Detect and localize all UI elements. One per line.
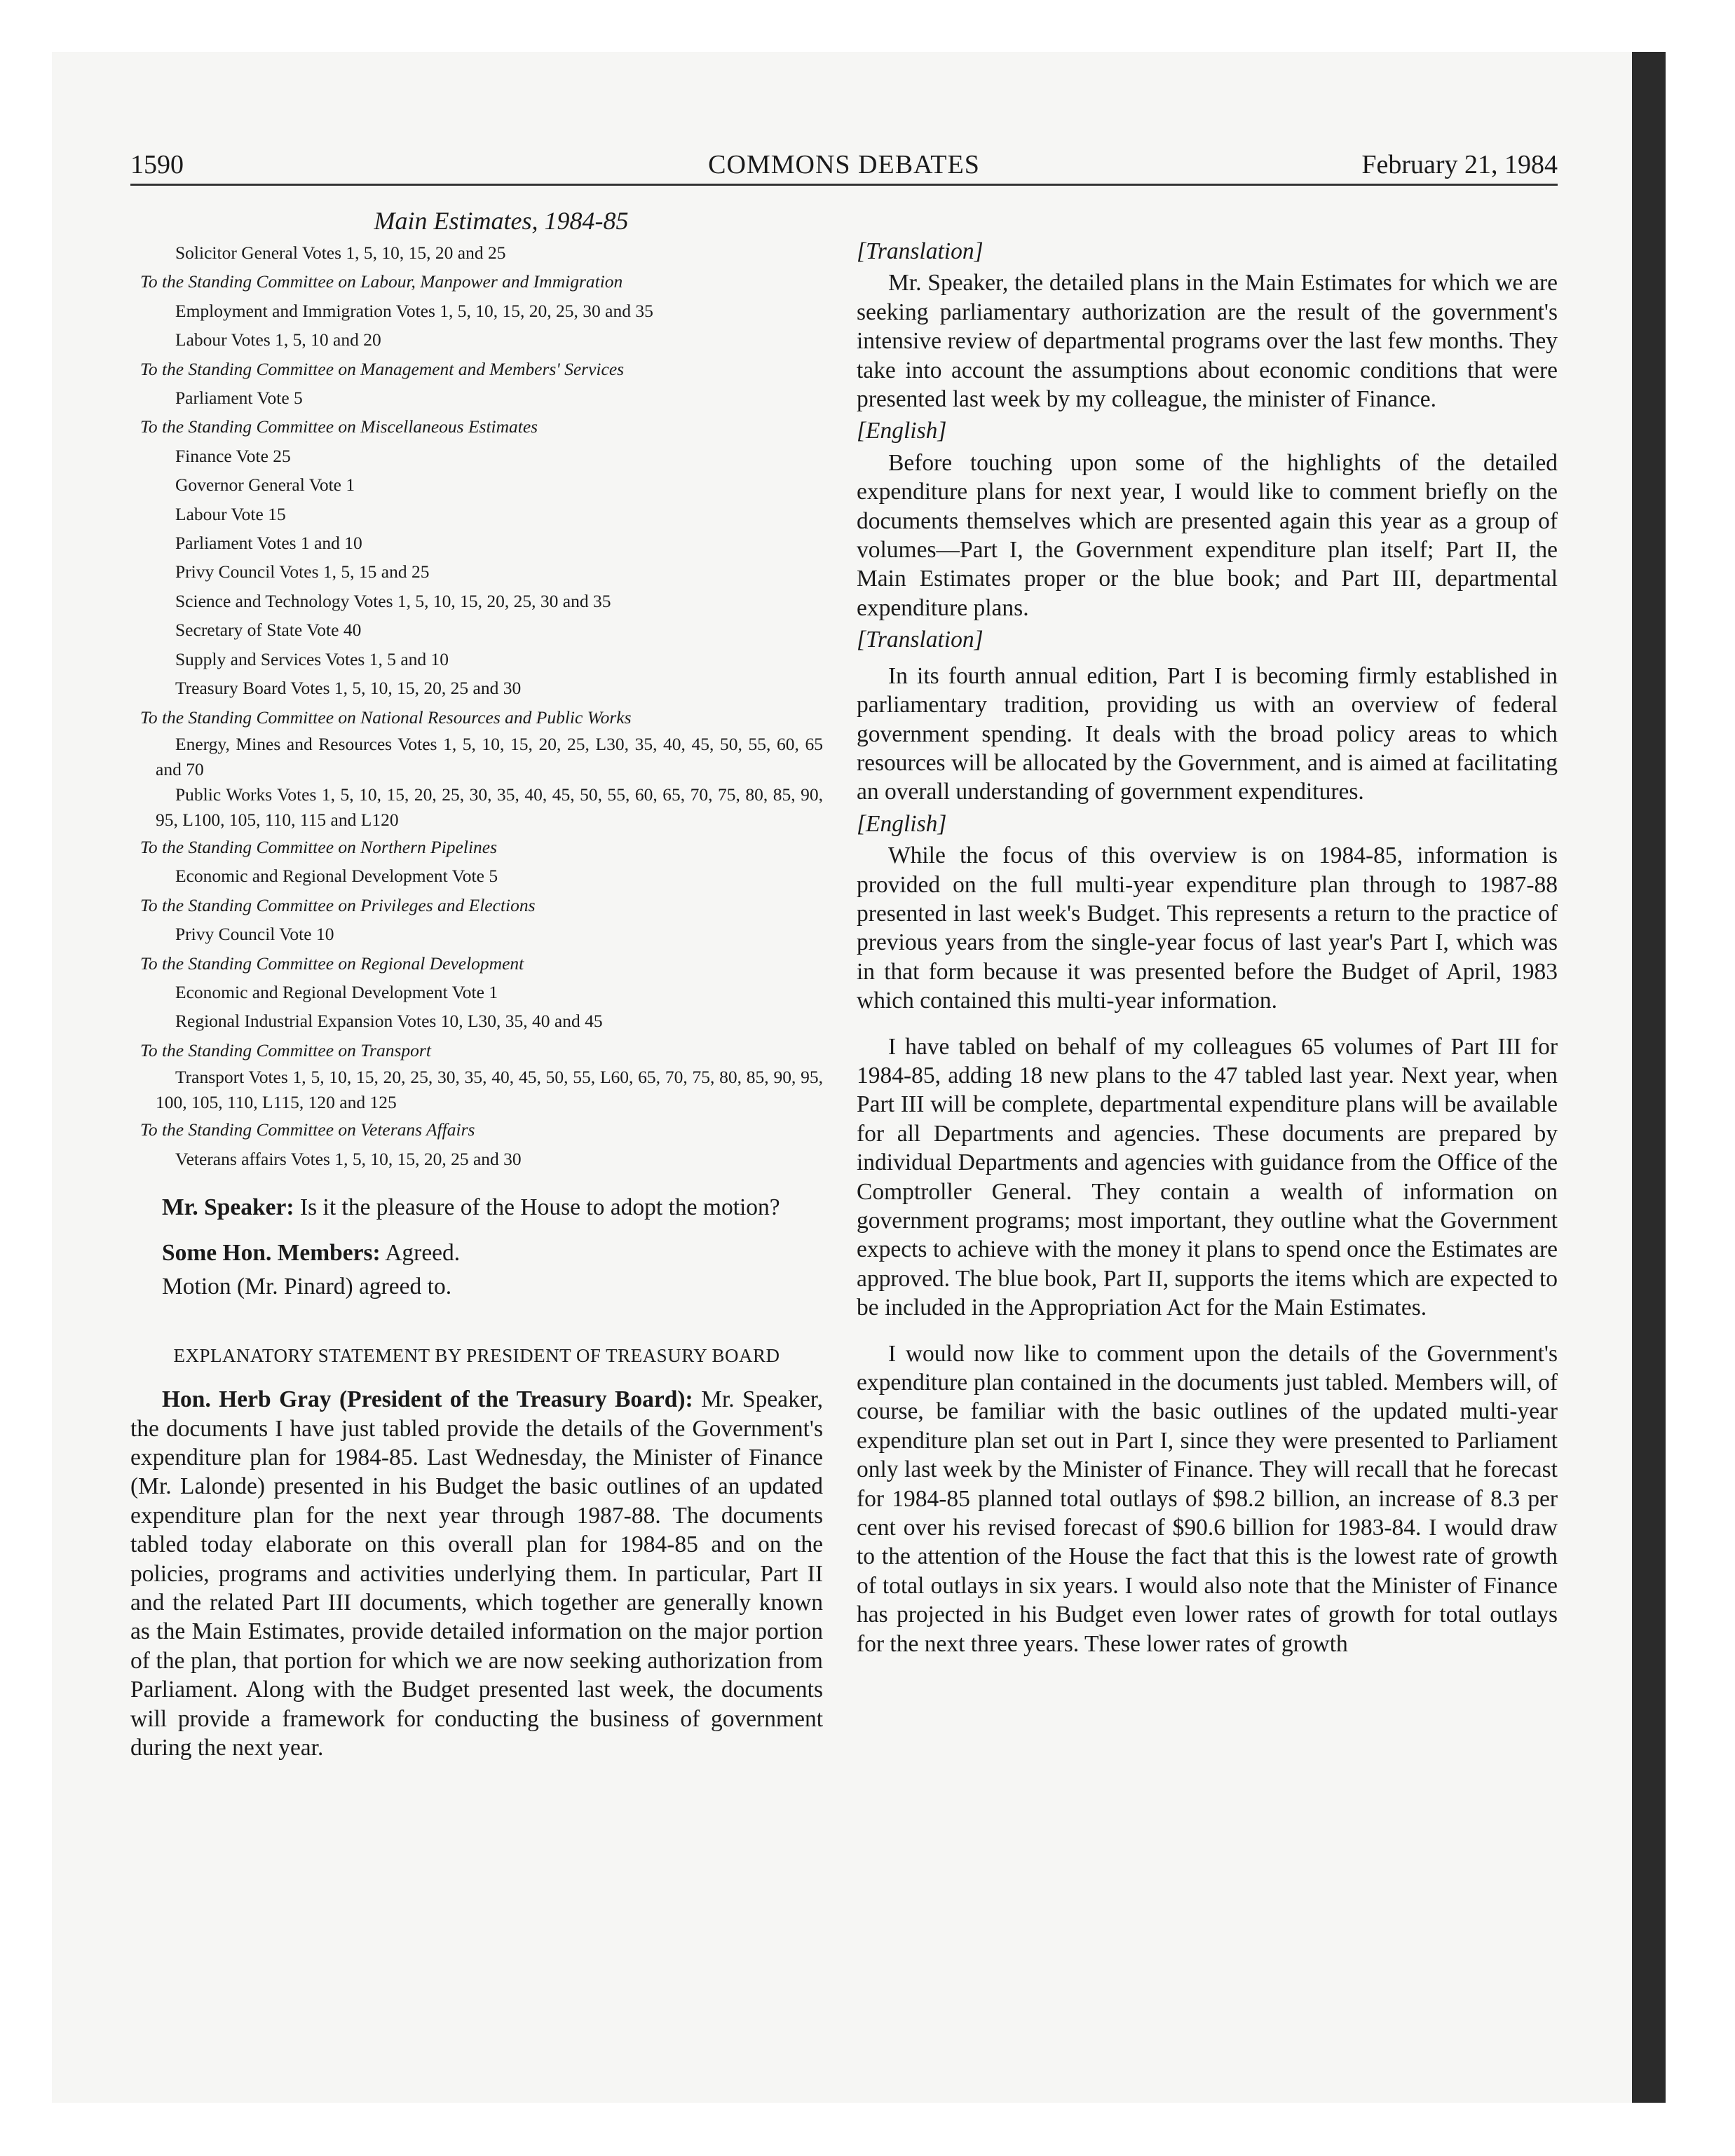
vote-line: Secretary of State Vote 40 <box>175 620 362 641</box>
vote-line: Parliament Vote 5 <box>175 388 303 409</box>
speaker-paragraph <box>130 1193 823 1222</box>
committee-heading: To the Standing Committee on Veterans Affairs <box>140 1119 475 1140</box>
english-tag-1: [English] <box>857 418 947 444</box>
vote-line: Supply and Services Votes 1, 5 and 10 <box>175 648 449 669</box>
right-paragraph-6: I would now like to comment upon the details of the Government's expenditure plan contained in the documents just tabled. Members will, of course, be familiar with the basic outlines of the updated multi-year expenditure plan set out in Part I, since they were presented to Parliament only last week by the Minister of Finance. They will recall that he forecast for 1984-85 planned total outlays of $98.2 billion, an increase of 8.3 per cent over his revised forecast of $90.6 billion for 1983-84. I would draw to the attention of the House the fact that this is the lowest rate of growth of total outlays in six years. I would also note that the Minister of Finance has projected in his Budget even lower rates of growth for total outlays for the next three years. These lower rates of growth <box>857 1340 1558 1657</box>
right-paragraph-5: I have tabled on behalf of my colleagues 65 volumes of Part III for 1984-85, adding 18 new plans to the 47 tabled last year. Next year, when Part III will be complete, departmental expenditure plans will be available for all Departments and agencies. These documents are prepared by individual Departments and agencies with guidance from the Office of the Comptroller General. They contain a wealth of information on government programs; most important, they outline what the Government expects to achieve with the money it plans to spend once the Estimates are approved. The blue book, Part II, supports the items which are expected to be included in the Appropriation Act for the Main Estimates. <box>857 1033 1558 1321</box>
vote-line: Finance Vote 25 <box>175 445 291 466</box>
committee-heading: To the Standing Committee on National Resources and Public Works <box>140 707 632 728</box>
translation-tag-2: [Translation] <box>857 627 984 653</box>
page-header <box>130 147 1558 182</box>
committee-heading: To the Standing Committee on Management and Members' Services <box>140 358 625 379</box>
translation-tag-1: [Translation] <box>857 238 984 264</box>
gray-text: Mr. Speaker, the documents I have just tabled provide the details of the Government's expenditure plan for 1984-85. Last Wednesday, the Minister of Finance (Mr. Lalonde) presented in his Budget the basic outlines of an updated expenditure plan for the next year through 1987-88. The documents tabled today elaborate on this overall plan for 1984-85 and on the policies, programs and activities underlying them. In particular, Part II and the related Part III documents, which together are generally known as the Main Estimates, provide detailed information on the major portion of the plan, that portion for which we are now seeking authorization from Parliament. Along with the Budget presented last week, the documents will provide a framework for conducting the business of government during the next year. <box>130 1386 823 1761</box>
committee-heading: To the Standing Committee on Miscellaneous Estimates <box>140 416 538 437</box>
scan-binding-edge <box>1632 52 1666 2103</box>
vote-line: Labour Votes 1, 5, 10 and 20 <box>175 329 381 350</box>
right-paragraph-1: Mr. Speaker, the detailed plans in the Main Estimates for which we are seeking parliamentary authorization are the result of the government's intensive review of departmental programs over the last few months. They take into account the assumptions about economic conditions that were presented last week by my colleague, the minister of Finance. <box>857 270 1558 413</box>
members-paragraph <box>130 1239 823 1267</box>
gray-name: Hon. Herb Gray (President of the Treasury Board): <box>162 1386 693 1413</box>
page-number: 1590 <box>130 150 184 179</box>
vote-line: Veterans affairs Votes 1, 5, 10, 15, 20, 25 and 30 <box>175 1148 522 1169</box>
committee-heading: To the Standing Committee on Regional Development <box>140 953 524 974</box>
right-paragraph-4: While the focus of this overview is on 1984-85, information is provided on the full multi-year expenditure plan through to 1987-88 presented in last week's Budget. This represents a return to the practice of previous years from the single-year focus of last year's Part I, which was in that form because it was presented before the Budget of April, 1983 which contained this multi-year information. <box>857 842 1558 1014</box>
vote-line: Economic and Regional Development Vote 5 <box>175 866 498 887</box>
page-date: February 21, 1984 <box>1361 150 1558 179</box>
vote-line: Transport Votes 1, 5, 10, 15, 20, 25, 30, 35, 40, 45, 50, 55, L60, 65, 70, 75, 80, 85, 90, 95, 100, 105, 110, L115, 120 and 125 <box>156 1067 823 1113</box>
motion-paragraph: Motion (Mr. Pinard) agreed to. <box>162 1273 452 1299</box>
right-column <box>857 203 1558 1658</box>
vote-line: Economic and Regional Development Vote 1 <box>175 981 498 1002</box>
committee-heading: To the Standing Committee on Privileges and Elections <box>140 894 536 915</box>
english-tag-2: [English] <box>857 810 947 837</box>
members-text: Agreed. <box>380 1240 461 1267</box>
vote-line: Public Works Votes 1, 5, 10, 15, 20, 25, 30, 35, 40, 45, 50, 55, 60, 65, 70, 75, 80, 85, 90, 95, L100, 105, 110, 115 and L120 <box>156 784 823 830</box>
estimates-title: Main Estimates, 1984-85 <box>374 207 629 235</box>
vote-line: Treasury Board Votes 1, 5, 10, 15, 20, 25 and 30 <box>175 678 522 699</box>
vote-line: Science and Technology Votes 1, 5, 10, 15, 20, 25, 30 and 35 <box>175 590 611 611</box>
vote-line: Privy Council Votes 1, 5, 15 and 25 <box>175 561 430 582</box>
vote-line: Privy Council Vote 10 <box>175 924 334 945</box>
right-paragraph-2: Before touching upon some of the highlights of the detailed expenditure plans for next year, I would like to comment briefly on the documents themselves which are presented again this year as a group of volumes—Part I, the Government expenditure plan itself; Part II, the Main Estimates proper or the blue book; and Part III, departmental expenditure plans. <box>857 449 1558 621</box>
header-rule <box>130 184 1558 186</box>
vote-line: Governor General Vote 1 <box>175 475 355 496</box>
statement-heading: EXPLANATORY STATEMENT BY PRESIDENT OF TREASURY BOARD <box>173 1345 780 1367</box>
speaker-text: Is it the pleasure of the House to adopt the motion? <box>294 1194 780 1220</box>
estimates-list <box>130 238 823 1173</box>
left-column <box>130 203 823 1762</box>
publication-title: COMMONS DEBATES <box>708 150 980 179</box>
vote-line: Parliament Votes 1 and 10 <box>175 533 362 554</box>
committee-heading: To the Standing Committee on Northern Pipelines <box>140 836 498 857</box>
right-paragraph-3: In its fourth annual edition, Part I is becoming firmly established in parliamentary tradition, providing us with an overview of federal government spending. It deals with the broad policy areas to which resources will be allocated by the Government, and is aimed at facilitating an overall understanding of government expenditures. <box>857 662 1558 805</box>
vote-line: Regional Industrial Expansion Votes 10, L30, 35, 40 and 45 <box>175 1011 603 1032</box>
committee-heading: To the Standing Committee on Transport <box>140 1039 431 1060</box>
speaker-name: Mr. Speaker: <box>162 1194 294 1220</box>
committee-heading: To the Standing Committee on Labour, Manpower and Immigration <box>140 271 623 292</box>
vote-line: Solicitor General Votes 1, 5, 10, 15, 20 and 25 <box>175 243 506 263</box>
gray-paragraph <box>130 1385 823 1762</box>
vote-line: Labour Vote 15 <box>175 503 286 524</box>
vote-line: Employment and Immigration Votes 1, 5, 10, 15, 20, 25, 30 and 35 <box>175 300 653 321</box>
vote-line: Energy, Mines and Resources Votes 1, 5, 10, 15, 20, 25, L30, 35, 40, 45, 50, 55, 60, 65 and 70 <box>156 733 823 779</box>
members-name: Some Hon. Members: <box>162 1240 381 1267</box>
